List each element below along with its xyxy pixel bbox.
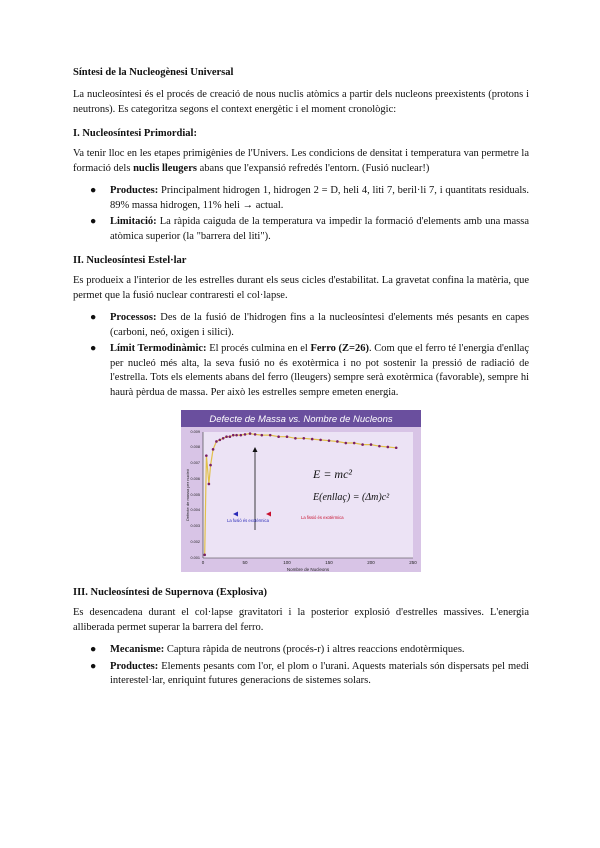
list-item: [73, 311, 529, 340]
bullet-text: Des de la fusió de l'hidrogen fins a la nucleosíntesi d'elements més pesants en capes (carboni, neó, oxigen i silici).: [110, 312, 529, 338]
section-primordial-paragraph: [73, 147, 529, 176]
document-content: [73, 66, 529, 697]
supernova-bullet-list: [73, 643, 529, 689]
bold-term: Ferro (Z=26): [310, 343, 370, 354]
text-run: Va tenir lloc en les etapes primigènies de l'Univers. Les condicions de densitat i temperatura van permetre la formació dels: [73, 148, 529, 174]
formula-mass-energy: E = mc²: [313, 467, 353, 481]
bullet-label: Processos:: [110, 312, 157, 323]
text-run: abans que l'expansió refredés l'entorn. (Fusió nuclear!): [196, 162, 430, 174]
y-tick-label: 0.007: [190, 461, 200, 465]
y-tick-label: 0.009: [190, 430, 200, 434]
y-axis-label: Defecte de massa per nucleó: [185, 468, 190, 522]
chart-svg: [181, 410, 421, 572]
data-point: [222, 437, 225, 440]
data-point: [232, 434, 235, 437]
section-stellar-heading: II. Nucleosíntesi Estel·lar: [73, 255, 187, 266]
primordial-bullet-list: [73, 184, 529, 244]
x-tick-label: 200: [367, 560, 375, 565]
data-point: [387, 446, 390, 449]
y-tick-label: 0.006: [190, 477, 200, 481]
data-point: [286, 435, 289, 438]
y-tick-label: 0.008: [190, 445, 200, 449]
data-point: [361, 443, 364, 446]
data-point: [311, 438, 314, 441]
data-point: [328, 439, 331, 442]
data-point: [395, 446, 398, 449]
bullet-label: Mecanisme:: [110, 644, 165, 655]
bullet-text: El procés culmina en el: [206, 343, 311, 354]
data-point: [212, 448, 215, 451]
data-point: [378, 445, 381, 448]
intro-paragraph: La nucleosíntesi és el procés de creació de nous nuclis atòmics a partir dels nucleons preexistents (protons i neutrons). Es categoritza segons el context energètic i el moment cronològic:: [73, 89, 529, 115]
bullet-icon: ●: [90, 312, 97, 323]
y-tick-label: 0.005: [190, 493, 200, 497]
y-tick-label: 0.001: [190, 556, 200, 560]
data-point: [208, 483, 211, 486]
x-tick-label: 100: [283, 560, 291, 565]
data-point: [240, 434, 243, 437]
section-supernova-heading: III. Nucleosíntesi de Supernova (Explosiva): [73, 587, 267, 598]
list-item: [73, 184, 529, 213]
data-point: [254, 433, 257, 436]
data-point: [219, 439, 222, 442]
bullet-icon: ●: [90, 660, 97, 672]
data-point: [209, 464, 212, 467]
y-tick-label: 0.002: [190, 540, 200, 544]
bullet-text: Elements pesants com l'or, el plom o l'urani. Aquests materials són dispersats pel medi interestel·lar, enriquint futures generacions de sistemes solars.: [110, 660, 529, 686]
data-point: [244, 433, 247, 436]
data-point: [303, 437, 306, 440]
data-point: [370, 443, 373, 446]
list-item: [73, 643, 529, 658]
data-point: [345, 442, 348, 445]
data-point: [277, 435, 280, 438]
data-point: [203, 554, 206, 557]
list-item: [73, 215, 529, 244]
section-primordial-heading: I. Nucleosíntesi Primordial:: [73, 128, 197, 139]
section-supernova-paragraph: Es desencadena durant el col·lapse gravitatori i la posterior explosió d'estrelles massives. L'energia alliberada permet superar la barrera del ferro.: [73, 607, 529, 633]
fusion-annotation: La fusió és exotèrmica: [227, 518, 269, 523]
x-tick-label: 50: [242, 560, 248, 565]
section-stellar-paragraph: Es produeix a l'interior de les estrelles durant els seus cicles d'estabilitat. La gravetat confina la matèria, que permet que la fusió nuclear contraresti el col·lapse.: [73, 275, 529, 301]
data-point: [261, 434, 264, 437]
bullet-text: . Com que el ferro té l'energia d'enllaç per nucleó més alta, la seva fusió no és exotèrmica i no pot sostenir la pressió de radiació de l'estrella. Tots els elements abans del ferro (lleugers) sempre serà exotèrmica (favorable), sempre hi haurà pèrdua de massa. Per això les estrelles sempre emeten energia.: [110, 343, 529, 398]
bullet-label: Limitació:: [110, 216, 157, 227]
x-tick-label: 0: [201, 560, 205, 565]
bullet-label: Productes:: [110, 185, 159, 196]
bullet-text: Principalment hidrogen 1, hidrogen 2 = D, heli 4, liti 7, beril·li 7, i quantitats residuals. 89% massa hidrogen, 11% heli → actual.: [110, 185, 529, 211]
document-title: Síntesi de la Nucleogènesi Universal: [73, 67, 234, 78]
chart-title: Defecte de Massa vs. Nombre de Nucleons: [209, 414, 393, 425]
formula-binding-energy: E(enllaç) = (Δm)c²: [313, 492, 390, 503]
list-item: [73, 660, 529, 689]
x-tick-label: 150: [325, 560, 333, 565]
bullet-label: Límit Termodinàmic:: [110, 343, 207, 354]
x-tick-label: 250: [409, 560, 417, 565]
bullet-text: Captura ràpida de neutrons (procés-r) i altres reaccions endotèrmiques.: [164, 644, 465, 655]
bullet-icon: ●: [90, 644, 97, 655]
x-axis-label: Nombre de Nucleons: [286, 567, 330, 572]
data-point: [319, 439, 322, 442]
data-point: [353, 442, 356, 445]
data-point: [205, 454, 208, 457]
y-tick-label: 0.003: [190, 524, 200, 528]
list-item: [73, 342, 529, 400]
data-point: [249, 432, 252, 435]
bullet-text: La ràpida caiguda de la temperatura va impedir la formació d'elements amb una massa atòmica superior (la "barrera del liti").: [110, 216, 529, 242]
data-point: [269, 434, 272, 437]
data-point: [229, 435, 232, 438]
bullet-icon: ●: [90, 185, 97, 196]
bullet-icon: ●: [90, 343, 97, 354]
data-point: [225, 435, 228, 438]
y-tick-label: 0.004: [190, 508, 200, 512]
data-point: [215, 440, 218, 443]
data-point: [235, 434, 238, 437]
mass-defect-chart: [181, 410, 421, 572]
bullet-label: Productes:: [110, 660, 159, 672]
fission-annotation: La fissió és exotèrmica: [301, 515, 344, 520]
bullet-icon: ●: [90, 216, 97, 227]
stellar-bullet-list: [73, 311, 529, 400]
data-point: [294, 437, 297, 440]
data-point: [336, 440, 339, 443]
bold-term: nuclis lleugers: [133, 162, 197, 174]
